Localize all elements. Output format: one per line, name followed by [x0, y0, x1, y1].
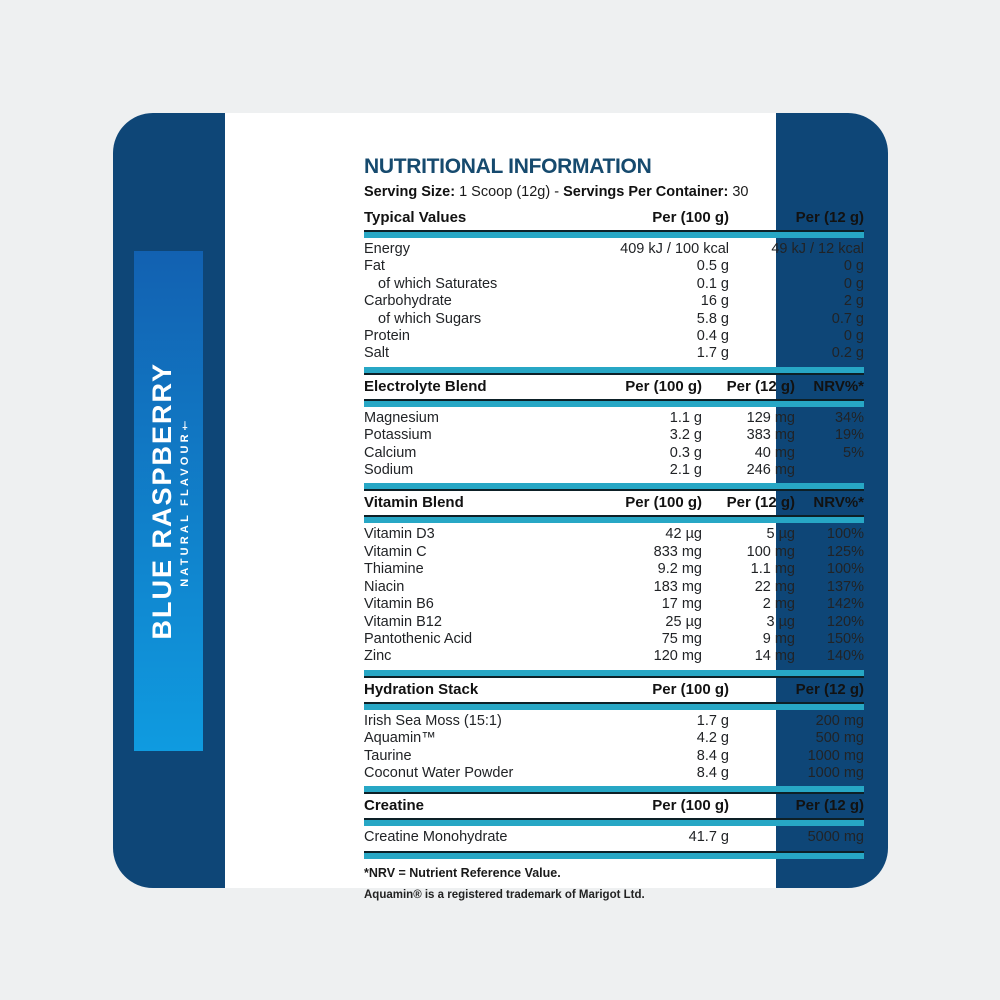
row-value: 409 kJ / 100 kcal — [620, 241, 729, 257]
row-label: Niacin — [364, 578, 405, 595]
table-row — [364, 462, 864, 479]
row-value: 1.7 g — [696, 712, 729, 729]
table-row — [364, 328, 864, 345]
row-label: Fat — [364, 258, 385, 275]
row-value: 140% — [826, 648, 864, 665]
row-label: Vitamin B12 — [364, 613, 442, 630]
column-header: Per (12 g) — [726, 494, 795, 512]
row-label: Zinc — [364, 648, 392, 665]
row-value: 1.7 g — [696, 345, 729, 362]
row-value: 16 g — [700, 293, 729, 310]
row-value: 1.1 g — [669, 409, 702, 426]
row-value: 22 mg — [754, 578, 795, 595]
row-value: 8.4 g — [696, 764, 729, 781]
table-row — [364, 311, 864, 328]
section-title: Vitamin Blend — [364, 494, 464, 512]
column-header: Per (100 g) — [625, 377, 702, 395]
row-value: 137% — [826, 578, 864, 595]
column-header: NRV%* — [813, 377, 864, 395]
column-header: Per (12 g) — [795, 209, 864, 226]
table-row — [364, 410, 864, 427]
row-label: Creatine Monohydrate — [364, 829, 508, 846]
row-value: 42 µg — [665, 526, 702, 543]
row-value: 5 µg — [766, 526, 795, 543]
table-row — [364, 713, 864, 730]
row-label: Energy — [364, 241, 410, 257]
row-value: 0.5 g — [696, 258, 729, 275]
table-row — [364, 648, 864, 665]
column-header: Per (100 g) — [625, 494, 702, 512]
section-title: Hydration Stack — [364, 680, 479, 698]
column-header: Per (100 g) — [652, 797, 729, 815]
row-value: 0 g — [843, 275, 864, 292]
row-value: 142% — [826, 596, 864, 613]
table-row — [364, 276, 864, 293]
row-label: Thiamine — [364, 561, 424, 578]
row-value: 0 g — [843, 258, 864, 275]
table-row — [364, 241, 864, 258]
row-value: 0.7 g — [831, 310, 864, 327]
row-value: 1000 mg — [807, 764, 864, 781]
section-rows — [364, 407, 864, 484]
table-row — [364, 445, 864, 462]
serving-separator: - — [554, 184, 560, 200]
section-rows — [364, 523, 864, 669]
row-value: 8.4 g — [696, 747, 729, 764]
row-value: 100 mg — [746, 543, 795, 560]
table-row — [364, 596, 864, 613]
section-title: Typical Values — [364, 209, 467, 226]
serving-size-value: 1 Scoop (12g) — [459, 184, 551, 200]
row-value: 0.4 g — [696, 328, 729, 345]
section-title: Electrolyte Blend — [364, 377, 487, 395]
label-panel — [225, 113, 864, 901]
row-value: 129 mg — [746, 409, 795, 426]
row-value: 100% — [826, 526, 864, 543]
row-value: 41.7 g — [688, 829, 729, 846]
row-value: 0.2 g — [831, 345, 864, 362]
row-value: 2 mg — [762, 596, 795, 613]
row-value: 75 mg — [661, 630, 702, 647]
row-value: 49 kJ / 12 kcal — [771, 241, 864, 257]
table-row — [364, 579, 864, 596]
table-row — [364, 526, 864, 543]
table-row — [364, 829, 864, 846]
table-row — [364, 748, 864, 765]
flavor-strip — [134, 251, 203, 751]
row-value: 120 mg — [653, 648, 702, 665]
table-row — [364, 614, 864, 631]
row-label: of which Saturates — [378, 275, 498, 292]
row-label: Calcium — [364, 444, 417, 461]
row-value: 2.1 g — [669, 462, 702, 479]
row-value: 125% — [826, 543, 864, 560]
table-row — [364, 561, 864, 578]
row-label: Aquamin™ — [364, 730, 436, 747]
section-title: Creatine — [364, 797, 425, 815]
serving-info — [364, 184, 864, 200]
row-value: 5% — [843, 444, 864, 461]
row-value: 5.8 g — [696, 310, 729, 327]
table-row — [364, 427, 864, 444]
section-header — [364, 676, 864, 704]
row-value: 4.2 g — [696, 730, 729, 747]
section-header — [364, 373, 864, 401]
table-row — [364, 258, 864, 275]
table-row — [364, 345, 864, 362]
row-value: 200 mg — [815, 712, 864, 729]
section-header — [364, 489, 864, 517]
row-value: 17 mg — [661, 596, 702, 613]
section-rows — [364, 826, 864, 850]
row-value: 25 µg — [665, 613, 702, 630]
section-rule — [364, 851, 864, 859]
flavor-subtitle: NATURAL FLAVOUR† — [178, 415, 191, 587]
row-value: 3 µg — [766, 613, 795, 630]
row-label: of which Sugars — [378, 310, 482, 327]
servings-per-container-label: Servings Per Container: — [563, 184, 729, 200]
row-value: 0.3 g — [669, 444, 702, 461]
row-label: Protein — [364, 328, 410, 345]
row-value: 833 mg — [653, 543, 702, 560]
row-label: Vitamin C — [364, 543, 427, 560]
row-value: 150% — [826, 630, 864, 647]
section-header — [364, 792, 864, 820]
row-label: Vitamin B6 — [364, 596, 434, 613]
row-label: Pantothenic Acid — [364, 630, 473, 647]
row-value: 14 mg — [754, 648, 795, 665]
row-value: 246 mg — [746, 462, 795, 479]
section-rows — [364, 710, 864, 787]
serving-size-label: Serving Size: — [364, 184, 456, 200]
column-header: NRV%* — [813, 494, 864, 512]
row-value: 3.2 g — [669, 427, 702, 444]
row-label: Taurine — [364, 747, 412, 764]
row-label: Irish Sea Moss (15:1) — [364, 712, 502, 729]
column-header: Per (12 g) — [795, 680, 864, 698]
row-label: Magnesium — [364, 409, 439, 426]
column-header: Per (100 g) — [652, 680, 729, 698]
table-row — [364, 544, 864, 561]
row-value: 0 g — [843, 328, 864, 345]
row-value: 2 g — [843, 293, 864, 310]
row-label: Vitamin D3 — [364, 526, 435, 543]
row-label: Potassium — [364, 427, 432, 444]
row-value: 40 mg — [754, 444, 795, 461]
page-title: NUTRITIONAL INFORMATION — [364, 155, 652, 178]
nutrition-content — [364, 155, 864, 901]
row-value: 0.1 g — [696, 275, 729, 292]
section-header — [364, 206, 864, 232]
row-label: Sodium — [364, 462, 414, 479]
table-row — [364, 765, 864, 782]
flavor-name: BLUE RASPBERRY — [146, 362, 177, 640]
row-label: Salt — [364, 345, 389, 362]
row-label: Carbohydrate — [364, 293, 452, 310]
column-header: Per (12 g) — [795, 797, 864, 815]
table-row — [364, 293, 864, 310]
product-label-card — [113, 113, 888, 901]
row-label: Coconut Water Powder — [364, 764, 514, 781]
row-value: 1000 mg — [807, 747, 864, 764]
row-value: 120% — [826, 613, 864, 630]
servings-per-container-value: 30 — [732, 184, 749, 200]
trademark-footnote: Aquamin® is a registered trademark of Marigot Ltd. — [364, 888, 645, 901]
row-value: 19% — [834, 427, 864, 444]
row-value: 500 mg — [815, 730, 864, 747]
row-value — [795, 462, 864, 479]
row-value: 1.1 mg — [750, 561, 795, 578]
table-row — [364, 631, 864, 648]
nutrition-table — [364, 206, 864, 859]
row-value: 34% — [834, 409, 864, 426]
column-header: Per (100 g) — [652, 209, 729, 226]
row-value: 9.2 mg — [657, 561, 702, 578]
row-value: 100% — [826, 561, 864, 578]
column-header: Per (12 g) — [726, 377, 795, 395]
section-rows — [364, 238, 864, 367]
nrv-footnote: *NRV = Nutrient Reference Value. — [364, 865, 561, 880]
row-value: 5000 mg — [807, 829, 864, 846]
table-row — [364, 730, 864, 747]
row-value: 9 mg — [762, 630, 795, 647]
row-value: 383 mg — [746, 427, 795, 444]
row-value: 183 mg — [653, 578, 702, 595]
